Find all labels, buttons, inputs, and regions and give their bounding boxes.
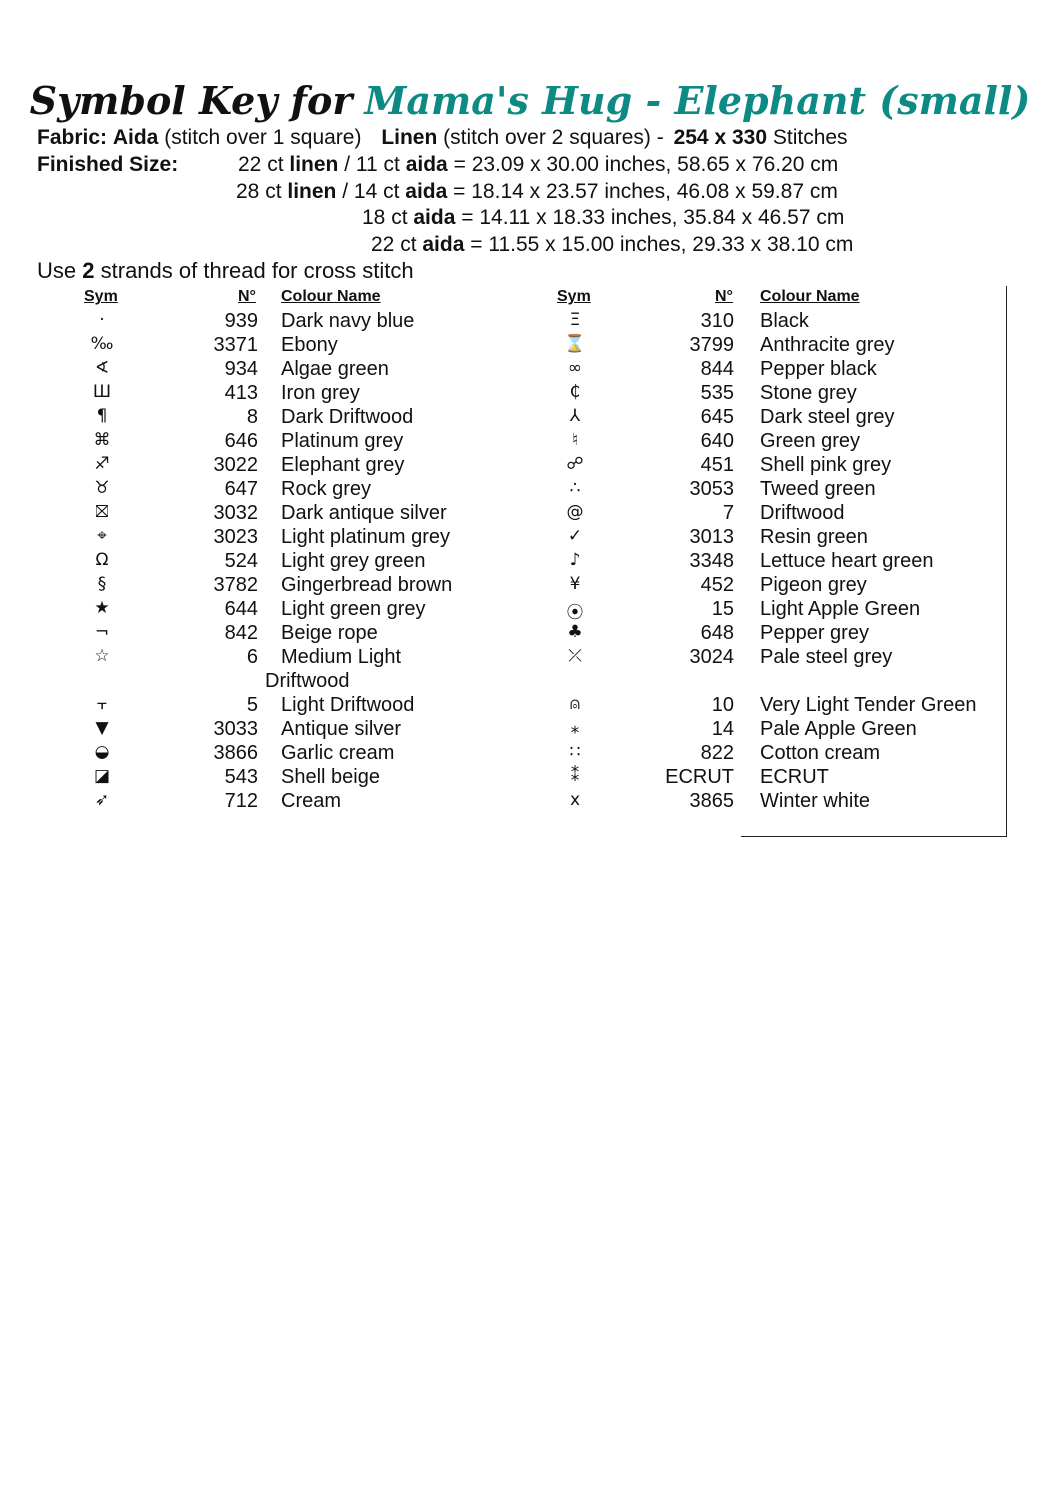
row-number: 842 [224, 622, 258, 644]
row-symbol: ∷ [569, 742, 581, 762]
row-symbol: ⌘ [93, 430, 111, 450]
row-number: 7 [722, 502, 734, 524]
table-row [0, 694, 1000, 718]
row-symbol: ⛝ [95, 502, 109, 522]
row-colour-name: Platinum grey [281, 430, 404, 452]
row-colour-name: Cotton cream [760, 742, 881, 764]
table-row [0, 622, 1000, 646]
row-colour-name: Winter white [760, 790, 871, 812]
row-colour-name: Pigeon grey [760, 574, 867, 596]
row-number: 15 [711, 598, 734, 620]
row-number: 8 [246, 406, 258, 428]
row-colour-name: Very Light Tender Green [760, 694, 977, 716]
row-symbol: ⌛ [564, 334, 586, 354]
row-number: 646 [224, 430, 258, 452]
size-line: 18 ct aida = 14.11 x 18.33 inches, 35.84 x 46.57 cm [362, 206, 845, 229]
row-number: 934 [224, 358, 258, 380]
row-number: 524 [224, 550, 258, 572]
row-colour-name: Dark antique silver [281, 502, 447, 524]
stitch-count: 254 x 330 [673, 126, 768, 149]
row-number: 6 [246, 646, 258, 668]
row-colour-name: Green grey [760, 430, 861, 452]
table-row [0, 550, 1000, 574]
table-row [0, 790, 1000, 814]
row-symbol: ♮ [571, 430, 579, 450]
row-symbol: ♉ [94, 478, 110, 498]
table-row [0, 478, 1000, 502]
row-number: 5 [246, 694, 258, 716]
row-number: 822 [700, 742, 734, 764]
row-colour-name: Lettuce heart green [760, 550, 934, 572]
row-number: 413 [224, 382, 258, 404]
table-row [0, 718, 1000, 742]
row-number: 3024 [689, 646, 734, 668]
row-symbol: ☆ [94, 646, 110, 666]
table-row [0, 598, 1000, 622]
row-symbol: ◒ [94, 742, 110, 762]
row-colour-name: Rock grey [281, 478, 372, 500]
row-number: 3053 [689, 478, 734, 500]
row-number: ECRUT [665, 766, 734, 788]
row-number: 14 [711, 718, 734, 740]
row-number: 3865 [689, 790, 734, 812]
row-number: 3799 [689, 334, 734, 356]
strands-instruction: Use 2 strands of thread for cross stitch [37, 258, 414, 283]
row-colour-name: Pepper black [760, 358, 877, 380]
row-colour-name: ECRUT [760, 766, 829, 788]
row-colour-name: Tweed green [760, 478, 876, 500]
row-colour-name: Dark navy blue [281, 310, 415, 332]
row-colour-name: Gingerbread brown [281, 574, 453, 596]
row-symbol: · [99, 310, 105, 330]
row-colour-name: Driftwood [760, 502, 845, 524]
table-row [0, 310, 1000, 334]
row-colour-name: Pale Apple Green [760, 718, 917, 740]
row-number: 451 [700, 454, 734, 476]
row-symbol: ⁑ [570, 766, 580, 786]
row-number: 939 [224, 310, 258, 332]
row-colour-name: Light Driftwood [281, 694, 415, 716]
row-symbol: x [569, 790, 581, 810]
row-symbol: ⁎ [570, 718, 580, 738]
header-sym: Sym [84, 288, 118, 305]
row-symbol: ♣ [567, 622, 583, 642]
aida-label: Aida [112, 126, 159, 149]
row-number: 3032 [213, 502, 258, 524]
row-symbol: ★ [94, 598, 110, 618]
row-colour-name: Pale steel grey [760, 646, 893, 668]
row-symbol: ▼ [95, 718, 109, 738]
row-colour-name: Algae green [281, 358, 389, 380]
row-colour-name: Cream [281, 790, 342, 812]
row-number: 648 [700, 622, 734, 644]
row-symbol: ∴ [569, 478, 581, 498]
header-name: Colour Name [760, 288, 860, 305]
row-symbol: ➶ [94, 790, 110, 810]
row-colour-name: Pepper grey [760, 622, 869, 644]
row-colour-name: Dark Driftwood [281, 406, 414, 428]
row-colour-name: Iron grey [281, 382, 360, 404]
row-symbol: @ [566, 502, 584, 522]
linen-label: Linen [381, 126, 438, 149]
row-number: 647 [224, 478, 258, 500]
row-colour-name: Stone grey [760, 382, 857, 404]
table-row [0, 526, 1000, 550]
table-row [0, 646, 1000, 670]
title-prefix: Symbol Key for [29, 78, 353, 123]
row-number: 844 [700, 358, 734, 380]
row-colour-name: Ebony [281, 334, 338, 356]
row-number: 3023 [213, 526, 258, 548]
table-border-bottom [741, 836, 1007, 837]
row-number: 543 [224, 766, 258, 788]
table-row [0, 574, 1000, 598]
row-colour-name: Anthracite grey [760, 334, 895, 356]
row-symbol: ◪ [93, 766, 111, 786]
row-number: 644 [224, 598, 258, 620]
finished-size-label: Finished Size: [37, 153, 179, 176]
row-symbol: Ш [92, 382, 112, 402]
row-symbol: ☍ [566, 454, 584, 474]
linen-note: (stitch over 2 squares) - [443, 126, 664, 149]
row-colour-name: Light platinum grey [281, 526, 450, 548]
row-symbol: ¶ [96, 406, 108, 426]
page-title [0, 78, 1060, 123]
row-number: 3013 [689, 526, 734, 548]
row-number: 535 [700, 382, 734, 404]
row-number: 310 [700, 310, 734, 332]
row-symbol: § [97, 574, 107, 594]
header-num: N° [715, 288, 733, 305]
row-number: 3782 [213, 574, 258, 596]
row-number: 10 [711, 694, 734, 716]
size-line: 22 ct aida = 11.55 x 15.00 inches, 29.33 x 38.10 cm [371, 233, 854, 256]
size-line: 28 ct linen / 14 ct aida = 18.14 x 23.57 inches, 46.08 x 59.87 cm [236, 180, 838, 203]
row-symbol: Ω [95, 550, 109, 570]
row-symbol: ⍝ [569, 694, 581, 714]
row-colour-name: Garlic cream [281, 742, 395, 764]
row-colour-name: Light Apple Green [760, 598, 921, 620]
row-colour-name: Shell beige [281, 766, 380, 788]
row-number: 3022 [213, 454, 258, 476]
row-symbol: ¬ [94, 622, 110, 642]
row-colour-name: Shell pink grey [760, 454, 892, 476]
row-colour-name: Black [760, 310, 809, 332]
row-symbol: ♐ [94, 454, 110, 474]
row-colour-name: Light green grey [281, 598, 426, 620]
row-symbol: ♪ [569, 550, 581, 570]
row-colour-name: Beige rope [281, 622, 378, 644]
row-symbol: ⅄ [569, 406, 581, 426]
row-colour-name: Dark steel grey [760, 406, 895, 428]
stitches-label: Stitches [772, 126, 848, 149]
table-row [0, 430, 1000, 454]
row-colour-name: Elephant grey [281, 454, 405, 476]
row-symbol: ⫟ [96, 694, 108, 714]
table-row [0, 406, 1000, 430]
row-symbol: ‰ [90, 334, 114, 354]
table-row [0, 502, 1000, 526]
row-symbol: ⦿ [566, 603, 584, 623]
row-colour-name: Antique silver [281, 718, 402, 740]
row-number: 712 [224, 790, 258, 812]
aida-note: (stitch over 1 square) [164, 126, 362, 149]
table-row [0, 454, 1000, 478]
row-symbol: ∞ [567, 358, 583, 378]
row-symbol: ∢ [94, 358, 110, 378]
row-number: 645 [700, 406, 734, 428]
size-line: 22 ct linen / 11 ct aida = 23.09 x 30.00 inches, 58.65 x 76.20 cm [238, 153, 839, 176]
row-colour-name: Light grey green [281, 550, 426, 572]
fabric-line [37, 126, 848, 150]
header-sym: Sym [557, 288, 591, 305]
row-symbol: ¥ [569, 574, 581, 594]
fabric-label: Fabric: [37, 126, 108, 149]
table-row [0, 334, 1000, 358]
table-row [0, 670, 1000, 694]
header-num: N° [238, 288, 256, 305]
row-symbol: ⌖ [97, 526, 107, 546]
row-symbol: ✓ [567, 526, 583, 546]
pattern-name: Mama's Hug - Elephant (small) [364, 78, 1031, 123]
row-number: 3033 [213, 718, 258, 740]
row-symbol: ⤫ [568, 646, 582, 666]
row-number: 452 [700, 574, 734, 596]
row-number: 3371 [213, 334, 258, 356]
table-border-right [1006, 286, 1007, 836]
header-name: Colour Name [281, 288, 381, 305]
table-row [0, 382, 1000, 406]
table-row [0, 766, 1000, 790]
row-symbol: ₵ [569, 382, 581, 402]
table-row [0, 358, 1000, 382]
row-number: 3866 [213, 742, 258, 764]
table-row [0, 742, 1000, 766]
row-colour-name: Medium Light [281, 646, 402, 668]
row-number: 640 [700, 430, 734, 452]
row-number: 3348 [689, 550, 734, 572]
row-symbol: Ξ [569, 310, 581, 330]
row-colour-name: Driftwood [265, 670, 350, 692]
row-colour-name: Resin green [760, 526, 868, 548]
